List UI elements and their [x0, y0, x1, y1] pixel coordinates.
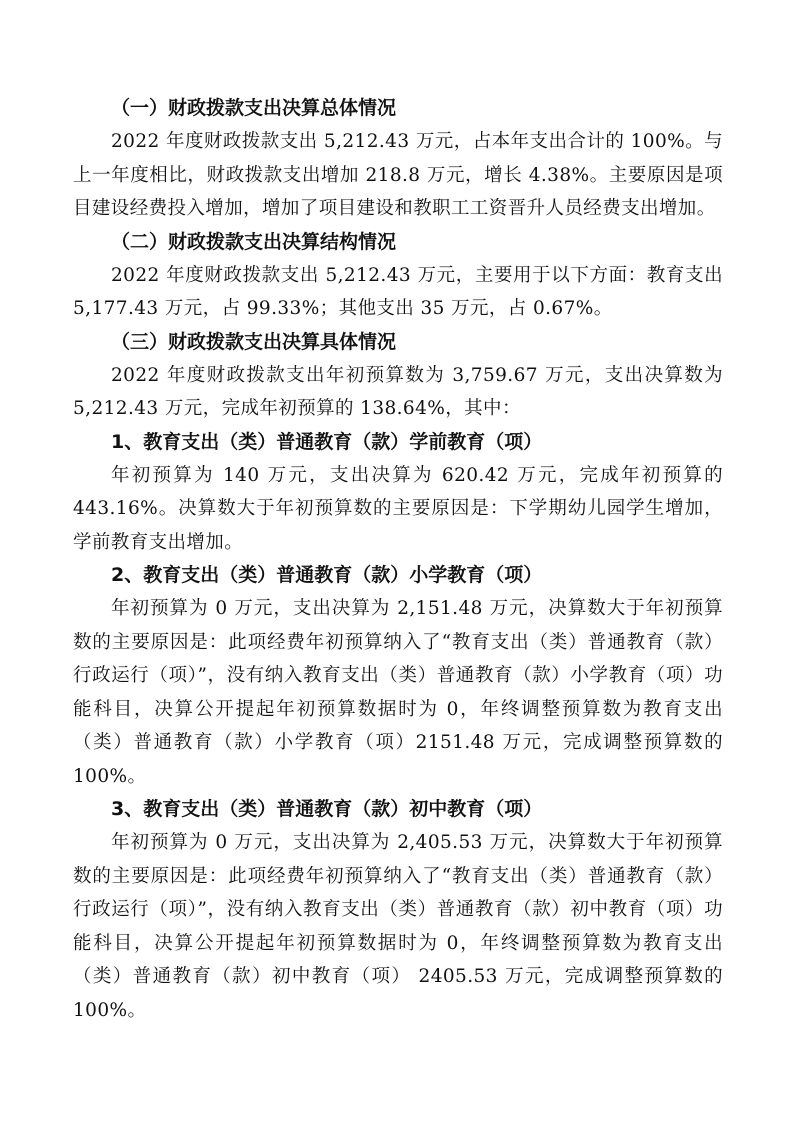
section-heading-structure: （二）财政拨款支出决算结构情况	[111, 230, 397, 253]
item-heading-junior: 3、教育支出（类）普通教育（款）初中教育（项）	[111, 798, 543, 820]
item-body-junior: 年初预算为 0 万元，支出决算为 2,405.53 万元，决算数大于年初预算数的主要原因是：此项经费年初预算纳入了“教育支出（类）普通教育（款）行政运行（项）”，没有纳入教育支出（类）普通教育（款）初中教育（项）功能科目，决算公开提起年初预算数据时为 0，年终调整预算数为教育支出（类）普通教育（款）初中教育（项） 2405.53 万元，完成调整预算数的 100%。	[73, 832, 723, 1021]
item-heading-preschool: 1、教育支出（类）普通教育（款）学前教育（项）	[111, 430, 543, 453]
section-heading-overall: （一）财政拨款支出决算总体情况	[111, 97, 397, 119]
section-heading-details: （三）财政拨款支出决算具体情况	[111, 330, 397, 353]
item-heading-primary: 2、教育支出（类）普通教育（款）小学教育（项）	[111, 564, 543, 586]
section-body-details: 2022 年度财政拨款支出年初预算数为 3,759.67 万元，支出决算数为 5,212.43 万元，完成年初预算的 138.64%，其中：	[73, 364, 723, 419]
item-body-preschool: 年初预算为 140 万元，支出决算为 620.42 万元，完成年初预算的 443.16%。决算数大于年初预算数的主要原因是：下学期幼儿园学生增加，学前教育支出增加。	[73, 464, 723, 553]
section-body-overall: 2022 年度财政拨款支出 5,212.43 万元，占本年支出合计的 100%。与上一年度相比，财政拨款支出增加 218.8 万元，增长 4.38%。主要原因是项目建设经费投入增加，增加了项目建设和教职工工资晋升人员经费支出增加。	[73, 131, 723, 219]
item-body-primary: 年初预算为 0 万元，支出决算为 2,151.48 万元，决算数大于年初预算数的主要原因是：此项经费年初预算纳入了“教育支出（类）普通教育（款）行政运行（项）”，没有纳入教育支出（类）普通教育（款）小学教育（项）功能科目，决算公开提起年初预算数据时为 0，年终调整预算数为教育支出（类）普通教育（款）小学教育（项）2151.48 万元，完成调整预算数的 100%。	[73, 598, 723, 787]
section-body-structure: 2022 年度财政拨款支出 5,212.43 万元，主要用于以下方面：教育支出 5,177.43 万元，占 99.33%；其他支出 35 万元，占 0.67%。	[73, 264, 723, 319]
document-page	[73, 92, 723, 1027]
